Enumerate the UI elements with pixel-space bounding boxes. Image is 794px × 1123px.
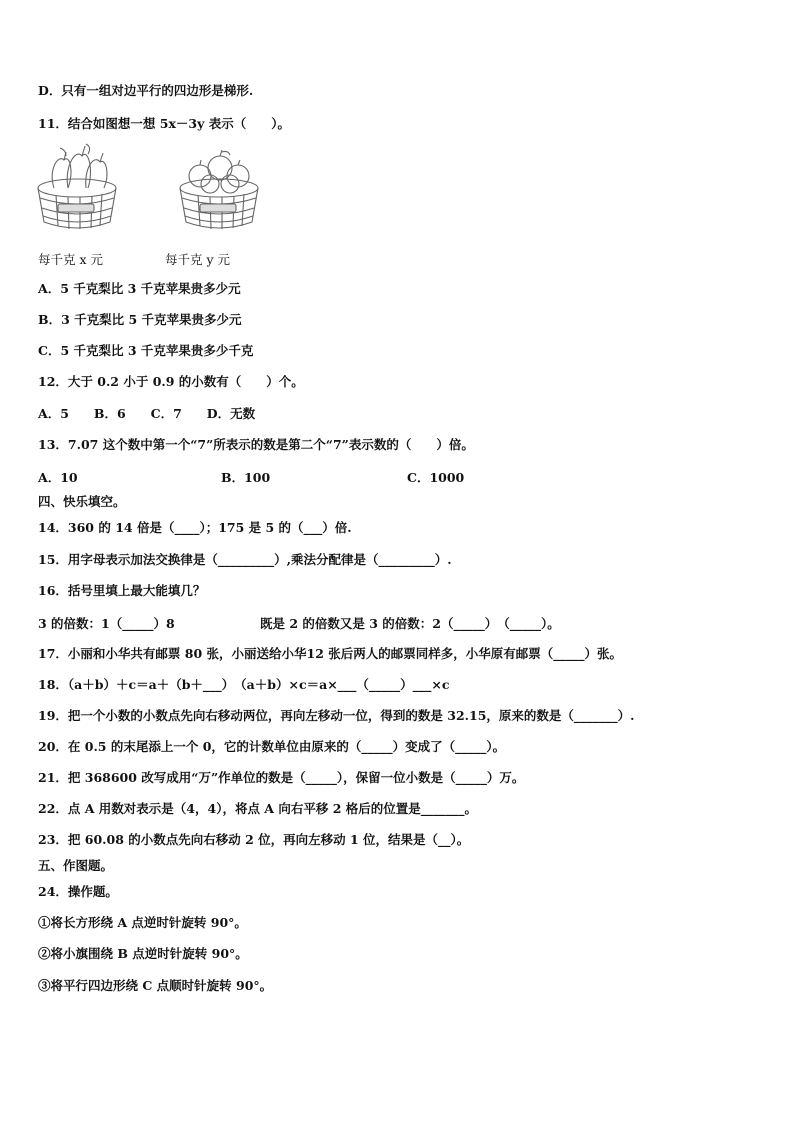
question-11: 11．结合如图想一想 5x－3y 表示（ ）。 <box>38 116 290 131</box>
question-20: 20．在 0.5 的末尾添上一个 0，它的计数单位由原来的（_____）变成了（_____）。 <box>38 739 506 754</box>
question-21: 21．把 368600 改写成用“万”作单位的数是（_____），保留一位小数是（_____）万。 <box>38 770 525 785</box>
option-c-q13: C．1000 <box>407 470 465 485</box>
question-24: 24．操作题。 <box>38 884 118 899</box>
option-c-q11: C．5 千克梨比 3 千克苹果贵多少千克 <box>38 343 254 358</box>
question-16-part-b: 既是 2 的倍数又是 3 的倍数：2（_____） （_____）。 <box>260 616 560 631</box>
pear-basket-illustration <box>34 140 120 234</box>
apple-basket-illustration <box>176 140 262 234</box>
question-15: 15．用字母表示加法交换律是（_________）,乘法分配律是（_________）. <box>38 552 452 567</box>
question-12: 12．大于 0.2 小于 0.9 的小数有（ ）个。 <box>38 374 304 389</box>
question-23: 23．把 60.08 的小数点先向右移动 2 位，再向左移动 1 位，结果是（__）。 <box>38 832 470 847</box>
question-14: 14．360 的 14 倍是（____）；175 是 5 的（___）倍. <box>38 520 352 535</box>
option-b-q13: B．100 <box>221 470 271 485</box>
section-five-heading: 五、作图题。 <box>38 858 114 873</box>
option-a-q13: A．10 <box>38 470 78 485</box>
question-17: 17．小丽和小华共有邮票 80 张，小丽送给小华12 张后两人的邮票同样多，小华原有邮票（_____）张。 <box>38 646 622 661</box>
question-16-part-a: 3 的倍数：1（_____）8 <box>38 616 175 631</box>
question-18: 18．（a＋b）＋c＝a＋（b＋___） （a＋b）×c＝a×___（_____）___×c <box>38 677 450 692</box>
question-16: 16．括号里填上最大能填几？ <box>38 583 206 598</box>
task-3: ③将平行四边形绕 C 点顺时针旋转 90°。 <box>38 978 273 993</box>
pear-price-caption: 每千克 x 元 <box>38 252 103 267</box>
question-19: 19．把一个小数的小数点先向右移动两位，再向左移动一位，得到的数是 32.15，原来的数是（_______）. <box>38 708 635 723</box>
question-22: 22．点 A 用数对表示是（4，4），将点 A 向右平移 2 格后的位置是_______。 <box>38 801 477 816</box>
option-d-q10: D．只有一组对边平行的四边形是梯形. <box>38 83 254 98</box>
task-1: ①将长方形绕 A 点逆时针旋转 90°。 <box>38 915 247 930</box>
section-four-heading: 四、快乐填空。 <box>38 494 126 509</box>
option-a-q11: A．5 千克梨比 3 千克苹果贵多少元 <box>38 281 241 296</box>
question-13: 13．7.07 这个数中第一个“7”所表示的数是第二个“7”表示数的（ ）倍。 <box>38 437 474 452</box>
option-b-q11: B．3 千克梨比 5 千克苹果贵多少元 <box>38 312 242 327</box>
options-q12: A．5 B．6 C．7 D．无数 <box>38 406 256 421</box>
apple-price-caption: 每千克 y 元 <box>165 252 231 267</box>
task-2: ②将小旗围绕 B 点逆时针旋转 90°。 <box>38 946 248 961</box>
